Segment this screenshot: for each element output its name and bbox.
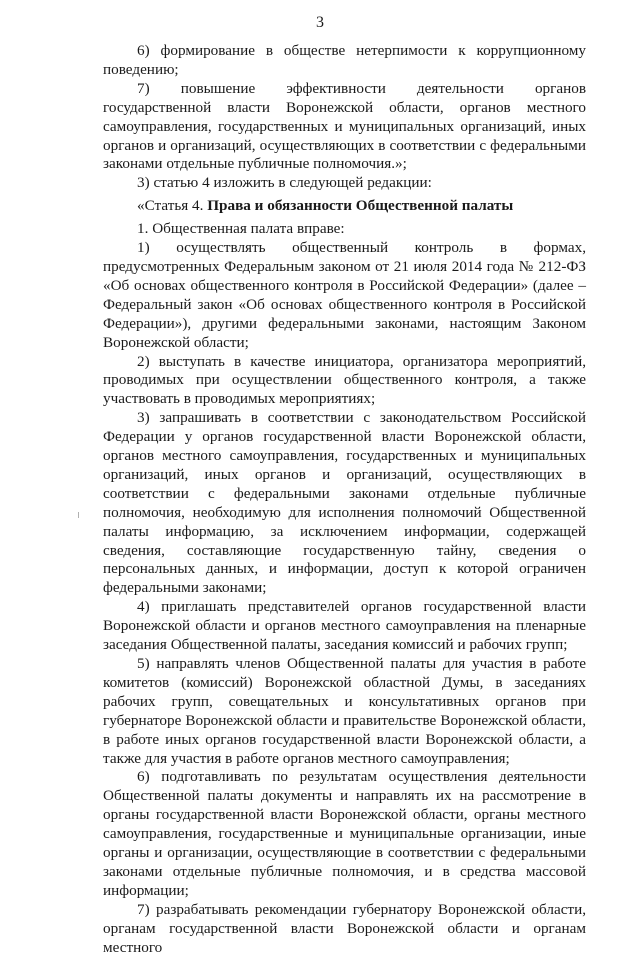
paragraph-item-6: 6) формирование в обществе нетерпимости к коррупционному поведению;: [103, 42, 586, 78]
paragraph-amendment-3: 3) статью 4 изложить в следующей редакции:: [137, 174, 432, 192]
article-title: Права и обязанности Общественной палаты: [207, 197, 514, 215]
article-item-1: 1) осуществлять общественный контроль в формах, предусмотренных Федеральным законом от 21 июля 2014 года № 212-ФЗ «Об основах общественного контроля в Российской Федерации» (далее – Федеральный закон «Об основах общественного контроля в Российской Федерации»), другими федеральными законами, настоящим Законом Воронежской области;: [103, 239, 586, 351]
page-number: 3: [316, 14, 324, 31]
article-item-7: 7) разрабатывать рекомендации губернатору Воронежской области, органам государственной власти Воронежской области и органам местного: [103, 900, 586, 956]
article-item-4: 4) приглашать представителей органов государственной власти Воронежской области и органов местного самоуправления на пленарные заседания Общественной палаты, заседания комиссий и рабочих групп;: [103, 598, 586, 654]
article-item-5: 5) направлять членов Общественной палаты для участия в работе комитетов (комиссий) Воронежской областной Думы, в заседаниях рабочих групп, совещательных и консультативных органов при губернаторе Воронежской области и правительстве Воронежской области, в работе иных органов государственной власти Воронежской области, а также для участия в работе органов местного самоуправления;: [103, 655, 586, 767]
paragraph-item-7: 7) повышение эффективности деятельности органов государственной власти Воронежской области, органов местного самоуправления, государственных и муниципальных организаций, иных органов и организаций, осуществляющих в соответствии с федеральными законами отдельные публичные полномочия.»;: [103, 79, 586, 173]
article-heading: [103, 197, 586, 216]
article-item-3: 3) запрашивать в соответствии с законодательством Российской Федерации у органов государственной власти Воронежской области, органов местного самоуправления, государственных и муниципальных организаций, иных органов и организаций, осуществляющих в соответствии с федеральными законами отдельные публичные полномочия, необходимую для исполнения полномочий Общественной палаты информацию, за исключением информации, содержащей сведения, составляющие государственную тайну, сведения о персональных данных, и информации, доступ к которой ограничен федеральными законами;: [103, 409, 586, 597]
article-prefix: «Статья 4.: [137, 197, 208, 215]
margin-mark: [78, 512, 79, 518]
article-item-2: 2) выступать в качестве инициатора, организатора мероприятий, проводимых при осуществлении общественного контроля, а также участвовать в проводимых мероприятиях;: [103, 352, 586, 408]
document-body: [103, 42, 586, 958]
article-clause-1: 1. Общественная палата вправе:: [137, 220, 345, 238]
article-item-6: 6) подготавливать по результатам осуществления деятельности Общественной палаты документы и направлять их на рассмотрение в органы государственной власти Воронежской области, органы местного самоуправления, государственные и муниципальные организации, иные органы и организации, осуществляющие в соответствии с федеральными законами отдельные публичные полномочия, и в средства массовой информации;: [103, 768, 586, 899]
